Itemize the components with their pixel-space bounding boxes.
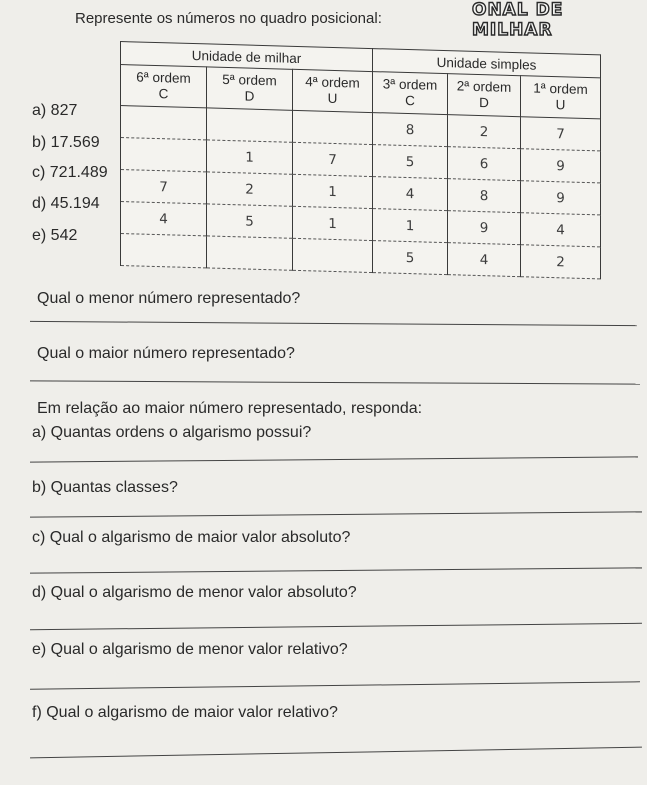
instruction-text: Represente os números no quadro posicional: <box>75 10 382 27</box>
question-smallest: Qual o menor número representado? <box>37 290 301 307</box>
answer-line <box>30 511 642 517</box>
answer-line <box>30 681 640 689</box>
question-a: a) Quantas ordens o algarismo possui? <box>32 424 312 441</box>
answer-line <box>30 623 642 630</box>
table-cell: 2 <box>521 245 601 279</box>
questions-intro: Em relação ao maior número representado, responda: <box>37 400 423 417</box>
table-cell: 4 <box>373 177 448 211</box>
place-value-table <box>120 41 601 279</box>
order-header-5: 5ª ordem D <box>207 67 293 110</box>
table-cell: 2 <box>448 115 521 149</box>
answer-line <box>30 380 640 384</box>
question-c: c) Qual o algarismo de maior valor absoluto? <box>32 529 351 546</box>
table-cell: 7 <box>121 170 207 204</box>
table-cell: 4 <box>121 202 207 236</box>
order-header-2: 2ª ordem D <box>448 74 521 117</box>
table-cell: 1 <box>293 174 373 208</box>
table-cell: 4 <box>448 243 521 277</box>
table-cell: 1 <box>293 206 373 240</box>
table-cell: 8 <box>373 113 448 147</box>
answer-line <box>30 456 638 462</box>
table-cell: 9 <box>448 211 521 245</box>
question-f: f) Qual o algarismo de maior valor relativo? <box>32 704 338 721</box>
table-cell <box>121 138 207 172</box>
table-cell: 9 <box>521 181 601 215</box>
question-d: d) Qual o algarismo de menor valor absoluto? <box>32 584 357 601</box>
table-cell <box>207 236 293 270</box>
row-label-b: b) 17.569 <box>32 134 100 151</box>
table-cell: 1 <box>207 140 293 174</box>
header-title: ONAL DE MILHAR <box>472 0 564 40</box>
row-label-a: a) 827 <box>32 102 78 119</box>
answer-line <box>30 567 642 573</box>
table-cell: 7 <box>521 117 601 151</box>
table-cell <box>293 110 373 144</box>
table-cell: 9 <box>521 149 601 183</box>
table-cell <box>121 106 207 140</box>
group-header-units: Unidade simples <box>373 49 601 78</box>
question-e: e) Qual o algarismo de menor valor relativo? <box>32 641 348 658</box>
table-cell <box>121 234 207 268</box>
table-cell: 5 <box>373 241 448 275</box>
table-cell: 4 <box>521 213 601 247</box>
order-header-3: 3ª ordem C <box>373 72 448 115</box>
order-header-6: 6ª ordem C <box>121 65 207 108</box>
row-label-d: d) 45.194 <box>32 195 100 212</box>
table-cell <box>293 238 373 272</box>
order-header-1: 1ª ordem U <box>521 76 601 119</box>
table-cell: 5 <box>373 145 448 179</box>
table-cell: 7 <box>293 142 373 176</box>
row-label-c: c) 721.489 <box>32 164 108 181</box>
answer-line <box>30 321 637 326</box>
table-cell: 6 <box>448 147 521 181</box>
order-header-4: 4ª ordem U <box>293 69 373 112</box>
answer-line <box>30 747 642 759</box>
table-cell <box>207 108 293 142</box>
table-cell: 5 <box>207 204 293 238</box>
table-cell: 8 <box>448 179 521 213</box>
table-cell: 1 <box>373 209 448 243</box>
table-cell: 2 <box>207 172 293 206</box>
row-label-e: e) 542 <box>32 227 78 244</box>
question-largest: Qual o maior número representado? <box>37 345 295 362</box>
question-b: b) Quantas classes? <box>32 479 178 496</box>
group-header-thousands: Unidade de milhar <box>121 42 373 72</box>
